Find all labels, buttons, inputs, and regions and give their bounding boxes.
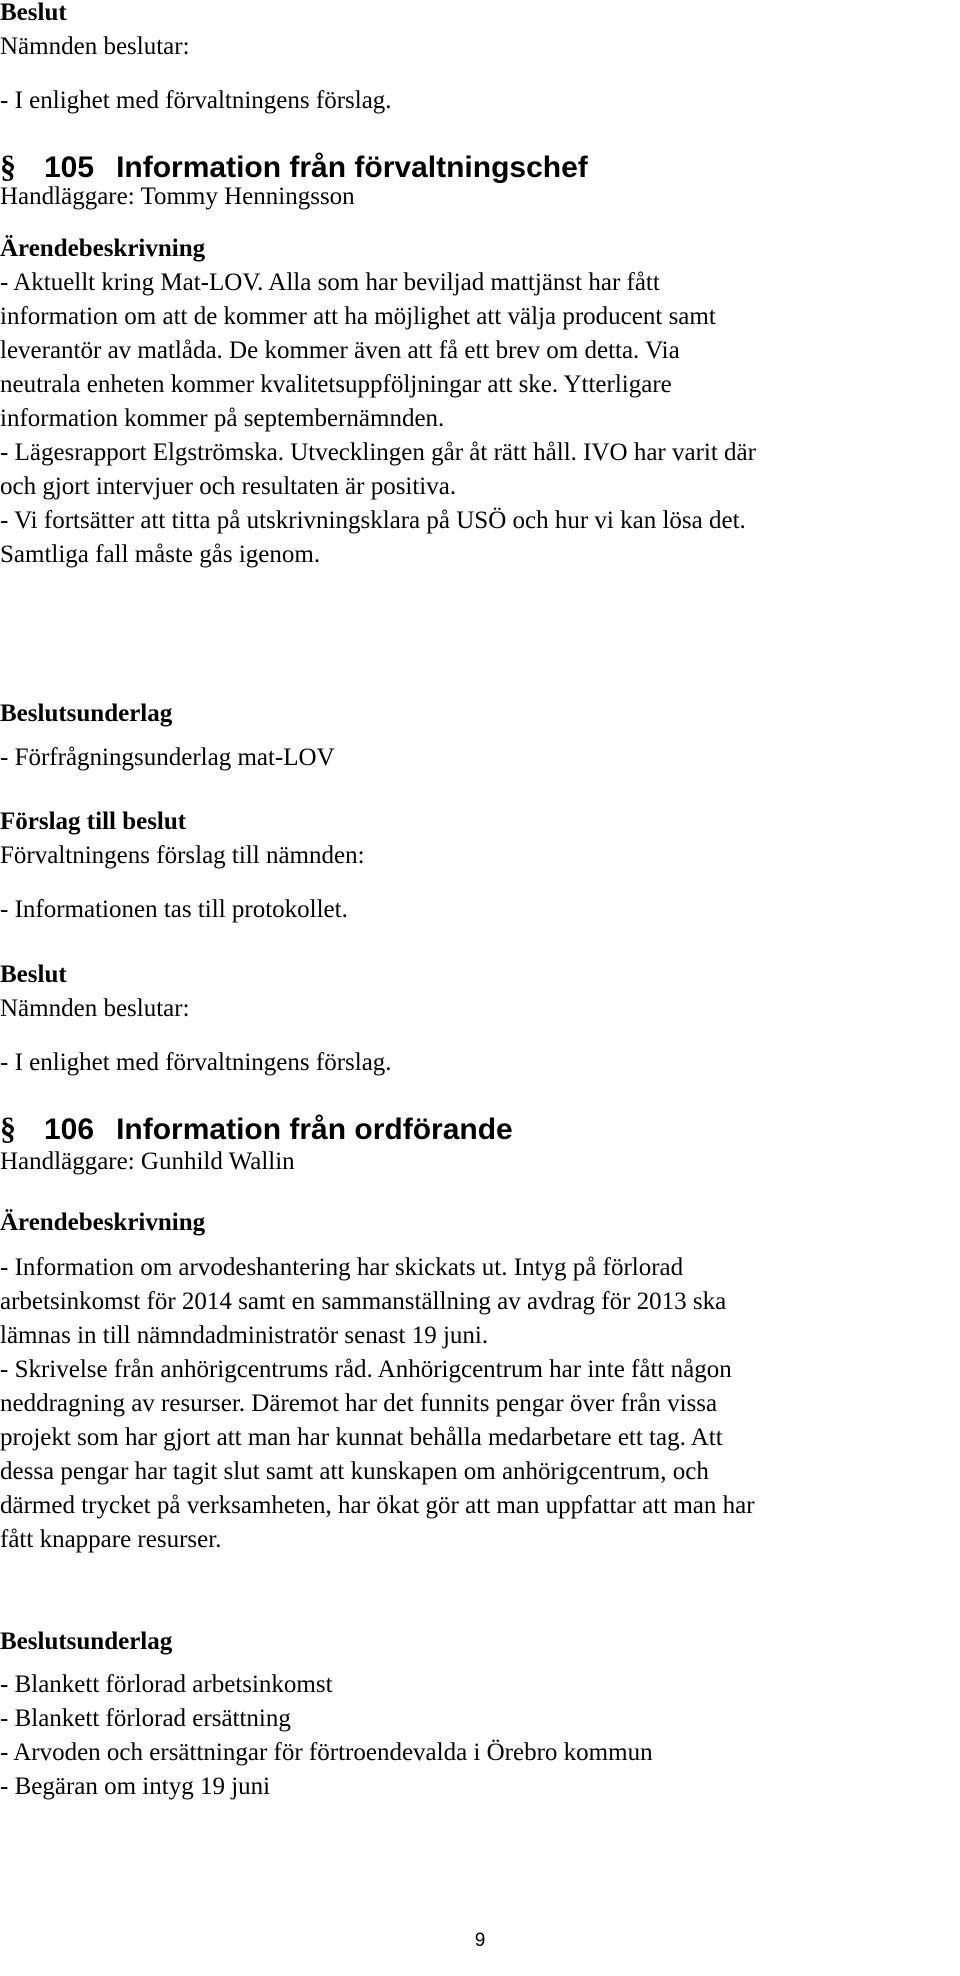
arende-line: dessa pengar har tagit slut samt att kunskapen om anhörigcentrum, och bbox=[0, 1458, 709, 1485]
section-105-forslag bbox=[0, 805, 365, 873]
arende-line: - Lägesrapport Elgströmska. Utvecklingen går åt rätt håll. IVO har varit där bbox=[0, 439, 756, 466]
underlag-heading: Beslutsunderlag bbox=[0, 1628, 173, 1655]
section-title: Information från förvaltningschef bbox=[116, 151, 588, 184]
section-number: 105 bbox=[44, 151, 95, 184]
section-105-arende bbox=[0, 232, 756, 572]
arende-heading: Ärendebeskrivning bbox=[0, 235, 206, 262]
arende-line: information kommer på septembernämnden. bbox=[0, 405, 445, 432]
handler: Handläggare: Tommy Henningsson bbox=[0, 183, 355, 210]
forslag-item: - Informationen tas till protokollet. bbox=[0, 896, 348, 923]
beslut-item: - I enlighet med förvaltningens förslag. bbox=[0, 87, 392, 114]
section-105-forslag-item-block bbox=[0, 893, 348, 927]
underlag-item: - Begäran om intyg 19 juni bbox=[0, 1773, 271, 1800]
section-105-underlag bbox=[0, 697, 172, 731]
arende-line: information om att de kommer att ha möjlighet att välja producent samt bbox=[0, 303, 716, 330]
underlag-item: - Förfrågningsunderlag mat-LOV bbox=[0, 744, 335, 771]
arende-line: lämnas in till nämndadministratör senast 19 juni. bbox=[0, 1322, 489, 1349]
underlag-heading: Beslutsunderlag bbox=[0, 700, 173, 727]
section-106-handler bbox=[0, 1145, 295, 1179]
section-106-underlag-list bbox=[0, 1668, 653, 1804]
arende-line: neddragning av resurser. Däremot har det funnits pengar över från vissa bbox=[0, 1390, 718, 1417]
arende-line: - Information om arvodeshantering har skickats ut. Intyg på förlorad bbox=[0, 1254, 684, 1281]
arende-line: projekt som har gjort att man har kunnat behålla medarbetare ett tag. Att bbox=[0, 1424, 723, 1451]
forslag-heading: Förslag till beslut bbox=[0, 808, 187, 835]
underlag-item: - Arvoden och ersättningar för förtroendevalda i Örebro kommun bbox=[0, 1739, 653, 1766]
paragraph-icon: § bbox=[0, 148, 16, 184]
underlag-item: - Blankett förlorad ersättning bbox=[0, 1705, 291, 1732]
arende-line: - Vi fortsätter att titta på utskrivningsklara på USÖ och hur vi kan lösa det. bbox=[0, 507, 746, 534]
section-106-arende bbox=[0, 1206, 205, 1240]
section-number: 106 bbox=[44, 1113, 95, 1146]
section-title: Information från ordförande bbox=[116, 1113, 513, 1146]
top-beslut-item-block bbox=[0, 84, 392, 118]
handler: Handläggare: Gunhild Wallin bbox=[0, 1148, 295, 1175]
forslag-intro: Förvaltningens förslag till nämnden: bbox=[0, 842, 365, 869]
beslut-intro: Nämnden beslutar: bbox=[0, 995, 190, 1022]
paragraph-icon: § bbox=[0, 1110, 16, 1146]
beslut-heading: Beslut bbox=[0, 961, 67, 988]
arende-line: leverantör av matlåda. De kommer även att få ett brev om detta. Via bbox=[0, 337, 680, 364]
arende-heading: Ärendebeskrivning bbox=[0, 1209, 206, 1236]
beslut-heading: Beslut bbox=[0, 0, 67, 26]
arende-line: arbetsinkomst för 2014 samt en sammanställning av avdrag för 2013 ska bbox=[0, 1288, 727, 1315]
arende-line: - Aktuellt kring Mat-LOV. Alla som har beviljad mattjänst har fått bbox=[0, 269, 660, 296]
page-number: 9 bbox=[474, 1930, 486, 1951]
arende-line: - Skrivelse från anhörigcentrums råd. Anhörigcentrum har inte fått någon bbox=[0, 1356, 732, 1383]
arende-line: Samtliga fall måste gås igenom. bbox=[0, 541, 321, 568]
underlag-item: - Blankett förlorad arbetsinkomst bbox=[0, 1671, 333, 1698]
section-105-underlag-item-block bbox=[0, 741, 335, 775]
arende-line: och gjort intervjuer och resultaten är positiva. bbox=[0, 473, 457, 500]
top-beslut bbox=[0, 0, 190, 64]
beslut-intro: Nämnden beslutar: bbox=[0, 33, 190, 60]
section-106-heading bbox=[0, 1110, 513, 1147]
beslut-item: - I enlighet med förvaltningens förslag. bbox=[0, 1049, 392, 1076]
arende-line: neutrala enheten kommer kvalitetsuppföljningar att ske. Ytterligare bbox=[0, 371, 672, 398]
section-106-underlag bbox=[0, 1625, 172, 1659]
section-106-arende-lines bbox=[0, 1251, 755, 1557]
section-105-beslut bbox=[0, 958, 190, 1026]
arende-line: fått knappare resurser. bbox=[0, 1526, 222, 1553]
arende-line: därmed trycket på verksamheten, har ökat gör att man uppfattar att man har bbox=[0, 1492, 755, 1519]
section-105-beslut-item-block bbox=[0, 1046, 392, 1080]
section-105-handler bbox=[0, 180, 355, 214]
